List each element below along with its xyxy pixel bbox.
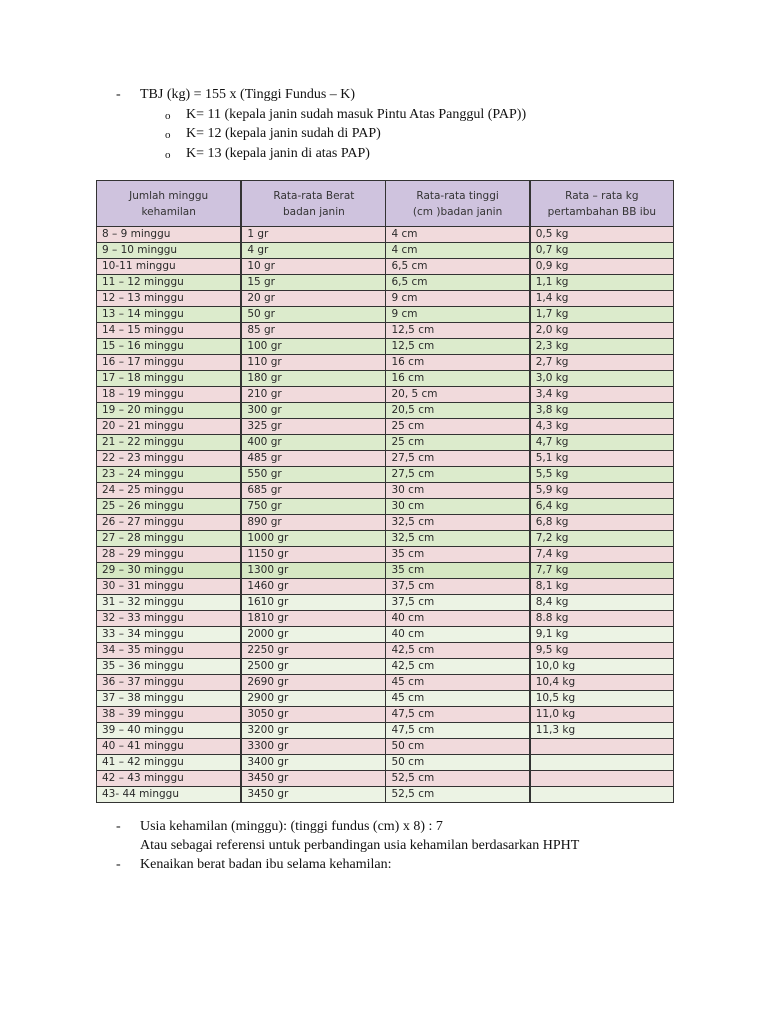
cell-fetal-length: 32,5 cm bbox=[386, 531, 530, 547]
cell-fetal-weight: 890 gr bbox=[241, 515, 386, 531]
fetal-growth-table bbox=[96, 180, 674, 803]
cell-mother-weight-gain: 7,7 kg bbox=[530, 563, 674, 579]
header-fetal-length: Rata-rata tinggi (cm )badan janin bbox=[386, 181, 530, 227]
cell-fetal-weight: 1150 gr bbox=[241, 547, 386, 563]
table-row bbox=[97, 275, 674, 291]
mother-weight-gain-heading: Kenaikan berat badan ibu selama kehamilan: bbox=[140, 857, 392, 872]
cell-fetal-length: 6,5 cm bbox=[386, 259, 530, 275]
cell-fetal-weight: 180 gr bbox=[241, 371, 386, 387]
cell-fetal-length: 9 cm bbox=[386, 307, 530, 323]
cell-fetal-weight: 1300 gr bbox=[241, 563, 386, 579]
cell-weeks: 26 – 27 minggu bbox=[97, 515, 242, 531]
cell-mother-weight-gain: 0,5 kg bbox=[530, 227, 674, 243]
table-row bbox=[97, 227, 674, 243]
cell-fetal-weight: 2500 gr bbox=[241, 659, 386, 675]
cell-mother-weight-gain: 11,3 kg bbox=[530, 723, 674, 739]
cell-fetal-weight: 3050 gr bbox=[241, 707, 386, 723]
cell-fetal-length: 30 cm bbox=[386, 483, 530, 499]
cell-fetal-weight: 750 gr bbox=[241, 499, 386, 515]
cell-weeks: 16 – 17 minggu bbox=[97, 355, 242, 371]
table-row bbox=[97, 355, 674, 371]
cell-fetal-weight: 1810 gr bbox=[241, 611, 386, 627]
cell-fetal-weight: 2900 gr bbox=[241, 691, 386, 707]
table-row bbox=[97, 339, 674, 355]
cell-fetal-length: 40 cm bbox=[386, 611, 530, 627]
cell-fetal-weight: 325 gr bbox=[241, 419, 386, 435]
cell-mother-weight-gain: 0,9 kg bbox=[530, 259, 674, 275]
cell-mother-weight-gain: 6,4 kg bbox=[530, 499, 674, 515]
table-row bbox=[97, 515, 674, 531]
table-row bbox=[97, 451, 674, 467]
table-row bbox=[97, 243, 674, 259]
cell-mother-weight-gain: 1,7 kg bbox=[530, 307, 674, 323]
cell-weeks: 25 – 26 minggu bbox=[97, 499, 242, 515]
cell-fetal-length: 27,5 cm bbox=[386, 451, 530, 467]
cell-fetal-weight: 300 gr bbox=[241, 403, 386, 419]
tbj-formula: TBJ (kg) = 155 x (Tinggi Fundus – K) bbox=[140, 87, 356, 102]
circle-bullet-icon: o bbox=[165, 110, 171, 122]
table-row bbox=[97, 483, 674, 499]
cell-fetal-weight: 50 gr bbox=[241, 307, 386, 323]
table-row bbox=[97, 595, 674, 611]
cell-mother-weight-gain: 2,7 kg bbox=[530, 355, 674, 371]
cell-fetal-weight: 3450 gr bbox=[241, 787, 386, 803]
cell-fetal-weight: 2250 gr bbox=[241, 643, 386, 659]
cell-fetal-length: 6,5 cm bbox=[386, 275, 530, 291]
cell-fetal-weight: 3450 gr bbox=[241, 771, 386, 787]
table-row bbox=[97, 579, 674, 595]
table-row bbox=[97, 435, 674, 451]
table-row bbox=[97, 627, 674, 643]
cell-mother-weight-gain: 8,4 kg bbox=[530, 595, 674, 611]
cell-weeks: 24 – 25 minggu bbox=[97, 483, 242, 499]
table-row bbox=[97, 499, 674, 515]
table-row bbox=[97, 755, 674, 771]
cell-mother-weight-gain: 10,0 kg bbox=[530, 659, 674, 675]
cell-weeks: 28 – 29 minggu bbox=[97, 547, 242, 563]
cell-fetal-length: 52,5 cm bbox=[386, 771, 530, 787]
table-row bbox=[97, 403, 674, 419]
table-row bbox=[97, 787, 674, 803]
cell-fetal-weight: 685 gr bbox=[241, 483, 386, 499]
table-row bbox=[97, 739, 674, 755]
cell-fetal-weight: 100 gr bbox=[241, 339, 386, 355]
cell-fetal-weight: 20 gr bbox=[241, 291, 386, 307]
cell-fetal-weight: 210 gr bbox=[241, 387, 386, 403]
cell-weeks: 40 – 41 minggu bbox=[97, 739, 242, 755]
table-row bbox=[97, 387, 674, 403]
cell-mother-weight-gain: 6,8 kg bbox=[530, 515, 674, 531]
table-row bbox=[97, 419, 674, 435]
cell-mother-weight-gain: 4,7 kg bbox=[530, 435, 674, 451]
cell-fetal-weight: 1460 gr bbox=[241, 579, 386, 595]
cell-fetal-weight: 4 gr bbox=[241, 243, 386, 259]
table-row bbox=[97, 467, 674, 483]
cell-fetal-length: 35 cm bbox=[386, 563, 530, 579]
cell-mother-weight-gain: 5,5 kg bbox=[530, 467, 674, 483]
cell-fetal-length: 20,5 cm bbox=[386, 403, 530, 419]
cell-fetal-weight: 400 gr bbox=[241, 435, 386, 451]
cell-mother-weight-gain: 10,5 kg bbox=[530, 691, 674, 707]
cell-weeks: 42 – 43 minggu bbox=[97, 771, 242, 787]
cell-weeks: 17 – 18 minggu bbox=[97, 371, 242, 387]
cell-weeks: 29 – 30 minggu bbox=[97, 563, 242, 579]
cell-fetal-length: 42,5 cm bbox=[386, 643, 530, 659]
cell-weeks: 14 – 15 minggu bbox=[97, 323, 242, 339]
cell-weeks: 35 – 36 minggu bbox=[97, 659, 242, 675]
cell-fetal-length: 40 cm bbox=[386, 627, 530, 643]
cell-weeks: 31 – 32 minggu bbox=[97, 595, 242, 611]
table-row bbox=[97, 723, 674, 739]
cell-mother-weight-gain: 9,5 kg bbox=[530, 643, 674, 659]
cell-fetal-length: 47,5 cm bbox=[386, 723, 530, 739]
header-fetal-weight: Rata-rata Berat badan janin bbox=[241, 181, 386, 227]
cell-mother-weight-gain: 7,2 kg bbox=[530, 531, 674, 547]
cell-weeks: 18 – 19 minggu bbox=[97, 387, 242, 403]
cell-fetal-length: 37,5 cm bbox=[386, 579, 530, 595]
cell-weeks: 33 – 34 minggu bbox=[97, 627, 242, 643]
cell-weeks: 32 – 33 minggu bbox=[97, 611, 242, 627]
table-row bbox=[97, 771, 674, 787]
cell-weeks: 15 – 16 minggu bbox=[97, 339, 242, 355]
cell-mother-weight-gain: 9,1 kg bbox=[530, 627, 674, 643]
cell-fetal-length: 25 cm bbox=[386, 435, 530, 451]
cell-fetal-length: 27,5 cm bbox=[386, 467, 530, 483]
cell-fetal-length: 37,5 cm bbox=[386, 595, 530, 611]
circle-bullet-icon: o bbox=[165, 129, 171, 141]
cell-fetal-length: 47,5 cm bbox=[386, 707, 530, 723]
cell-fetal-length: 30 cm bbox=[386, 499, 530, 515]
k-value-13: K= 13 (kepala janin di atas PAP) bbox=[186, 146, 370, 161]
cell-weeks: 21 – 22 minggu bbox=[97, 435, 242, 451]
cell-weeks: 39 – 40 minggu bbox=[97, 723, 242, 739]
header-mother-weight-gain: Rata – rata kg pertambahan BB ibu bbox=[530, 181, 674, 227]
dash-bullet: - bbox=[116, 857, 121, 872]
cell-weeks: 13 – 14 minggu bbox=[97, 307, 242, 323]
cell-mother-weight-gain: 3,8 kg bbox=[530, 403, 674, 419]
cell-mother-weight-gain: 8,1 kg bbox=[530, 579, 674, 595]
cell-fetal-weight: 550 gr bbox=[241, 467, 386, 483]
cell-weeks: 8 – 9 minggu bbox=[97, 227, 242, 243]
cell-weeks: 20 – 21 minggu bbox=[97, 419, 242, 435]
k-value-12: K= 12 (kepala janin sudah di PAP) bbox=[186, 126, 381, 141]
cell-mother-weight-gain: 10,4 kg bbox=[530, 675, 674, 691]
cell-mother-weight-gain bbox=[530, 771, 674, 787]
cell-weeks: 41 – 42 minggu bbox=[97, 755, 242, 771]
table-row bbox=[97, 547, 674, 563]
table-row bbox=[97, 259, 674, 275]
cell-fetal-length: 16 cm bbox=[386, 355, 530, 371]
cell-fetal-length: 12,5 cm bbox=[386, 339, 530, 355]
table-row bbox=[97, 291, 674, 307]
cell-mother-weight-gain: 4,3 kg bbox=[530, 419, 674, 435]
cell-weeks: 36 – 37 minggu bbox=[97, 675, 242, 691]
cell-mother-weight-gain: 5,9 kg bbox=[530, 483, 674, 499]
header-weeks: Jumlah minggu kehamilan bbox=[97, 181, 242, 227]
cell-mother-weight-gain: 1,4 kg bbox=[530, 291, 674, 307]
cell-weeks: 27 – 28 minggu bbox=[97, 531, 242, 547]
cell-fetal-length: 12,5 cm bbox=[386, 323, 530, 339]
cell-fetal-length: 20, 5 cm bbox=[386, 387, 530, 403]
gestational-age-formula: Usia kehamilan (minggu): (tinggi fundus (cm) x 8) : 7 bbox=[140, 819, 443, 834]
table-header-row bbox=[97, 181, 674, 227]
cell-fetal-length: 4 cm bbox=[386, 243, 530, 259]
cell-mother-weight-gain bbox=[530, 787, 674, 803]
cell-fetal-weight: 1610 gr bbox=[241, 595, 386, 611]
cell-fetal-weight: 10 gr bbox=[241, 259, 386, 275]
cell-weeks: 12 – 13 minggu bbox=[97, 291, 242, 307]
cell-mother-weight-gain: 8.8 kg bbox=[530, 611, 674, 627]
table-row bbox=[97, 611, 674, 627]
cell-fetal-length: 16 cm bbox=[386, 371, 530, 387]
dash-bullet: - bbox=[116, 819, 121, 834]
cell-fetal-weight: 1000 gr bbox=[241, 531, 386, 547]
cell-mother-weight-gain bbox=[530, 739, 674, 755]
circle-bullet-icon: o bbox=[165, 149, 171, 161]
table-row bbox=[97, 323, 674, 339]
cell-fetal-length: 45 cm bbox=[386, 691, 530, 707]
cell-mother-weight-gain: 3,4 kg bbox=[530, 387, 674, 403]
dash-bullet: - bbox=[116, 87, 121, 102]
cell-weeks: 9 – 10 minggu bbox=[97, 243, 242, 259]
cell-weeks: 43- 44 minggu bbox=[97, 787, 242, 803]
table-row bbox=[97, 531, 674, 547]
table-row bbox=[97, 707, 674, 723]
cell-fetal-weight: 2000 gr bbox=[241, 627, 386, 643]
cell-fetal-length: 50 cm bbox=[386, 755, 530, 771]
cell-fetal-length: 9 cm bbox=[386, 291, 530, 307]
cell-mother-weight-gain: 11,0 kg bbox=[530, 707, 674, 723]
cell-fetal-weight: 110 gr bbox=[241, 355, 386, 371]
cell-weeks: 30 – 31 minggu bbox=[97, 579, 242, 595]
cell-weeks: 22 – 23 minggu bbox=[97, 451, 242, 467]
cell-mother-weight-gain: 5,1 kg bbox=[530, 451, 674, 467]
hpht-reference-note: Atau sebagai referensi untuk perbandingan usia kehamilan berdasarkan HPHT bbox=[140, 838, 580, 853]
table-row bbox=[97, 675, 674, 691]
cell-weeks: 38 – 39 minggu bbox=[97, 707, 242, 723]
table-row bbox=[97, 691, 674, 707]
cell-mother-weight-gain: 2,0 kg bbox=[530, 323, 674, 339]
table-row bbox=[97, 659, 674, 675]
cell-weeks: 19 – 20 minggu bbox=[97, 403, 242, 419]
cell-fetal-weight: 85 gr bbox=[241, 323, 386, 339]
cell-fetal-weight: 3400 gr bbox=[241, 755, 386, 771]
cell-mother-weight-gain: 3,0 kg bbox=[530, 371, 674, 387]
cell-fetal-weight: 2690 gr bbox=[241, 675, 386, 691]
cell-weeks: 10-11 minggu bbox=[97, 259, 242, 275]
cell-mother-weight-gain bbox=[530, 755, 674, 771]
cell-fetal-length: 25 cm bbox=[386, 419, 530, 435]
table-row bbox=[97, 371, 674, 387]
cell-mother-weight-gain: 1,1 kg bbox=[530, 275, 674, 291]
cell-mother-weight-gain: 7,4 kg bbox=[530, 547, 674, 563]
cell-fetal-length: 50 cm bbox=[386, 739, 530, 755]
cell-weeks: 34 – 35 minggu bbox=[97, 643, 242, 659]
cell-weeks: 37 – 38 minggu bbox=[97, 691, 242, 707]
table-row bbox=[97, 643, 674, 659]
cell-fetal-length: 52,5 cm bbox=[386, 787, 530, 803]
cell-fetal-length: 35 cm bbox=[386, 547, 530, 563]
cell-fetal-weight: 1 gr bbox=[241, 227, 386, 243]
table-row bbox=[97, 563, 674, 579]
table-row bbox=[97, 307, 674, 323]
k-value-11: K= 11 (kepala janin sudah masuk Pintu Atas Panggul (PAP)) bbox=[186, 107, 527, 122]
cell-fetal-length: 45 cm bbox=[386, 675, 530, 691]
cell-fetal-length: 32,5 cm bbox=[386, 515, 530, 531]
cell-mother-weight-gain: 0,7 kg bbox=[530, 243, 674, 259]
cell-weeks: 11 – 12 minggu bbox=[97, 275, 242, 291]
cell-fetal-weight: 3300 gr bbox=[241, 739, 386, 755]
cell-mother-weight-gain: 2,3 kg bbox=[530, 339, 674, 355]
cell-fetal-weight: 3200 gr bbox=[241, 723, 386, 739]
cell-fetal-weight: 485 gr bbox=[241, 451, 386, 467]
cell-fetal-length: 42,5 cm bbox=[386, 659, 530, 675]
cell-fetal-length: 4 cm bbox=[386, 227, 530, 243]
cell-fetal-weight: 15 gr bbox=[241, 275, 386, 291]
cell-weeks: 23 – 24 minggu bbox=[97, 467, 242, 483]
